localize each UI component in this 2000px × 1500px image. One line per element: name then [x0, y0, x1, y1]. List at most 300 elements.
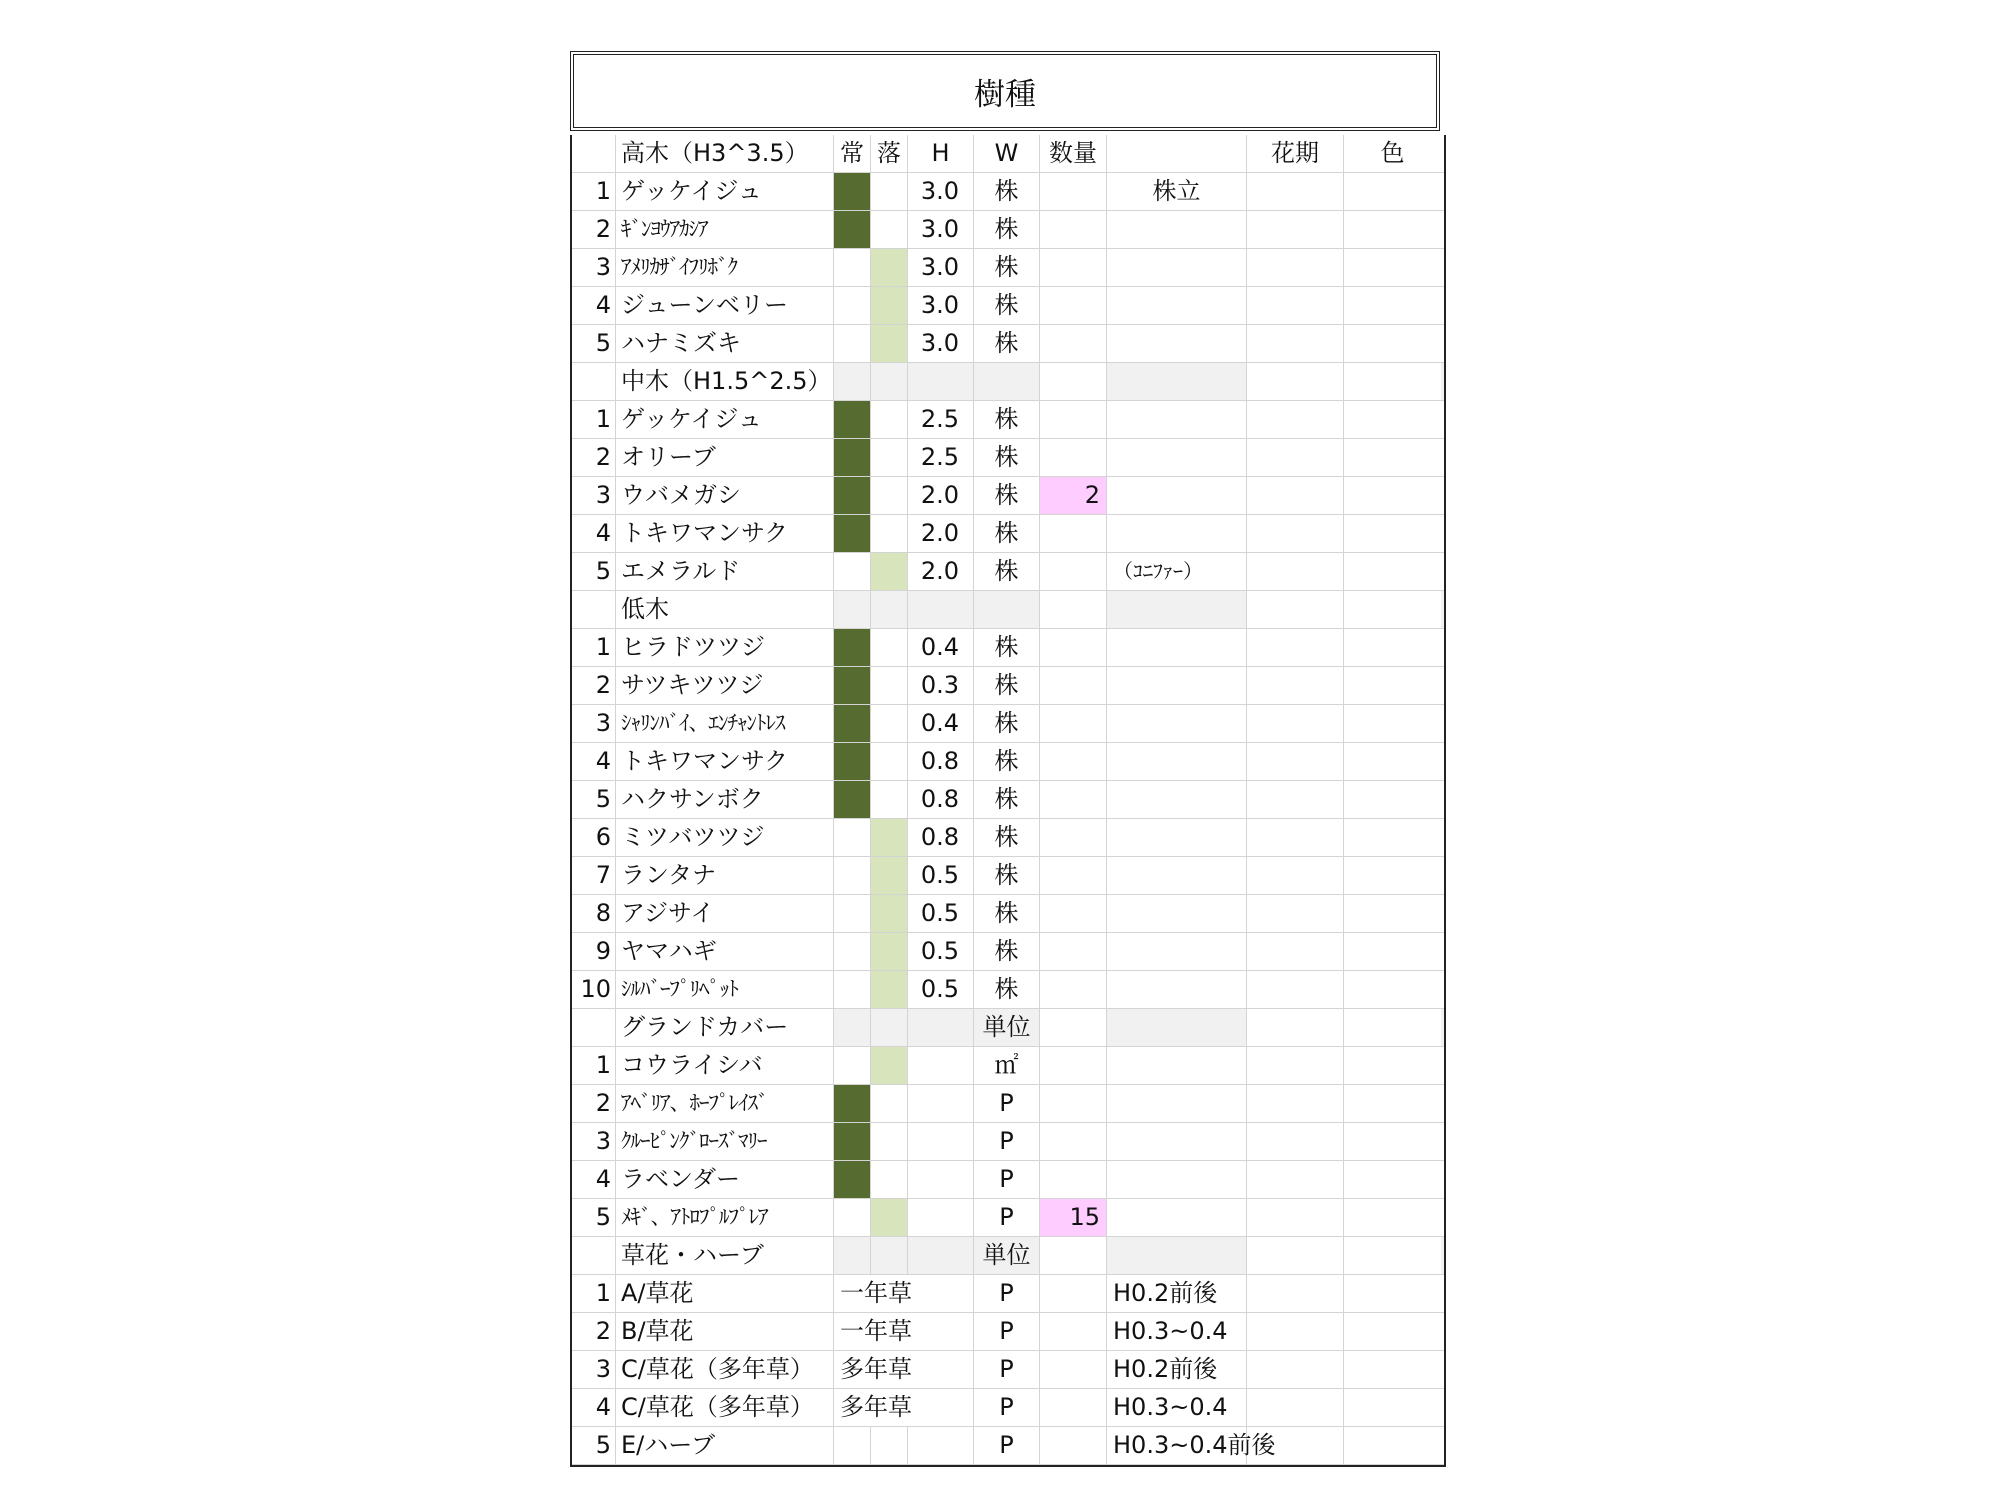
section-evergreen — [834, 591, 871, 628]
deciduous-cell — [871, 895, 908, 932]
note-value — [1107, 933, 1247, 970]
plant-name: ゲッケイジュ — [616, 173, 834, 210]
section-unit-label — [974, 591, 1040, 628]
height-value: 3.0 — [908, 325, 974, 362]
deciduous-cell — [871, 705, 908, 742]
unit-value: 株 — [974, 401, 1040, 438]
evergreen-cell — [834, 515, 871, 552]
evergreen-cell — [834, 249, 871, 286]
unit-value: 株 — [974, 971, 1040, 1008]
row-number: 3 — [572, 249, 616, 286]
quantity-value — [1040, 933, 1107, 970]
section-label: グランドカバー — [616, 1009, 834, 1046]
unit-value: 株 — [974, 287, 1040, 324]
deciduous-cell — [871, 249, 908, 286]
unit-value: 株 — [974, 439, 1040, 476]
note-value — [1107, 667, 1247, 704]
row-number: 3 — [572, 1351, 616, 1388]
row-number: 1 — [572, 1275, 616, 1312]
deciduous-cell — [871, 971, 908, 1008]
row-number: 4 — [572, 1161, 616, 1198]
table-row — [572, 325, 1444, 363]
row-number: 1 — [572, 173, 616, 210]
color-value — [1344, 629, 1441, 666]
plant-name: ｱﾒﾘｶｻﾞｲﾌﾘﾎﾞｸ — [616, 249, 834, 286]
plant-name: C/草花（多年草） — [616, 1351, 834, 1388]
plant-name: ゲッケイジュ — [616, 401, 834, 438]
color-value — [1344, 477, 1441, 514]
unit-value: P — [974, 1275, 1040, 1312]
section-row — [572, 591, 1444, 629]
section-unit-label: 単位 — [974, 1009, 1040, 1046]
plant-name: ﾒｷﾞ、ｱﾄﾛﾌﾟﾙﾌﾟﾚｱ — [616, 1199, 834, 1236]
section-label: 草花・ハーブ — [616, 1237, 834, 1274]
unit-value: P — [974, 1313, 1040, 1350]
note-value — [1107, 515, 1247, 552]
note-value — [1107, 1161, 1247, 1198]
note-value — [1107, 477, 1247, 514]
table-body — [572, 173, 1444, 1465]
note-value — [1107, 1047, 1247, 1084]
note-value — [1107, 971, 1247, 1008]
quantity-value — [1040, 515, 1107, 552]
table-row — [572, 1085, 1444, 1123]
evergreen-cell — [834, 477, 871, 514]
height-value: 0.8 — [908, 781, 974, 818]
evergreen-cell — [834, 1161, 871, 1198]
note-value — [1107, 857, 1247, 894]
bloom-value — [1247, 667, 1344, 704]
evergreen-cell — [834, 781, 871, 818]
row-number: 3 — [572, 477, 616, 514]
section-deciduous — [871, 363, 908, 400]
table-row — [572, 1313, 1444, 1351]
bloom-value — [1247, 1161, 1344, 1198]
color-value — [1344, 1085, 1441, 1122]
unit-value: 株 — [974, 667, 1040, 704]
deciduous-cell — [871, 211, 908, 248]
table-row — [572, 211, 1444, 249]
title-box — [570, 51, 1440, 131]
quantity-value — [1040, 1161, 1107, 1198]
row-number: 2 — [572, 667, 616, 704]
table-row — [572, 1389, 1444, 1427]
quantity-value — [1040, 1275, 1107, 1312]
evergreen-cell — [834, 553, 871, 590]
table-row — [572, 857, 1444, 895]
unit-value: 株 — [974, 325, 1040, 362]
table-row — [572, 705, 1444, 743]
unit-value: ㎡ — [974, 1047, 1040, 1084]
row-number: 5 — [572, 553, 616, 590]
height-value — [908, 1123, 974, 1160]
bloom-value — [1247, 971, 1344, 1008]
quantity-value: 2 — [1040, 477, 1107, 514]
color-value — [1344, 515, 1441, 552]
note-value — [1107, 819, 1247, 856]
deciduous-cell — [871, 287, 908, 324]
bloom-value — [1247, 287, 1344, 324]
header-height: H — [908, 135, 974, 172]
plant-name: ｼﾙﾊﾞｰﾌﾟﾘﾍﾟｯﾄ — [616, 971, 834, 1008]
row-number: 5 — [572, 1427, 616, 1464]
section-evergreen — [834, 1009, 871, 1046]
bloom-value — [1247, 553, 1344, 590]
deciduous-cell — [871, 1123, 908, 1160]
quantity-value — [1040, 1313, 1107, 1350]
height-value — [908, 1085, 974, 1122]
height-value: 0.3 — [908, 667, 974, 704]
height-value: 0.5 — [908, 971, 974, 1008]
deciduous-cell — [871, 477, 908, 514]
bloom-value — [1247, 857, 1344, 894]
plant-name: サツキツツジ — [616, 667, 834, 704]
evergreen-cell — [834, 895, 871, 932]
section-quantity — [1040, 1237, 1107, 1274]
note-value: 株立 — [1107, 173, 1247, 210]
color-value — [1344, 1313, 1441, 1350]
deciduous-cell — [871, 325, 908, 362]
plant-name: ランタナ — [616, 857, 834, 894]
bloom-value — [1247, 1199, 1344, 1236]
evergreen-cell — [834, 1199, 871, 1236]
table-row — [572, 477, 1444, 515]
bloom-value — [1247, 705, 1344, 742]
deciduous-cell — [871, 173, 908, 210]
section-unit-label: 単位 — [974, 1237, 1040, 1274]
header-section-label: 高木（H3^3.5） — [616, 135, 834, 172]
plant-name: ヤマハギ — [616, 933, 834, 970]
plant-name: A/草花 — [616, 1275, 834, 1312]
section-num — [572, 591, 616, 628]
color-value — [1344, 249, 1441, 286]
height-value: 2.0 — [908, 553, 974, 590]
bloom-value — [1247, 1313, 1344, 1350]
plant-name: エメラルド — [616, 553, 834, 590]
plant-type-text: 一年草 — [834, 1313, 974, 1350]
height-value: 0.8 — [908, 743, 974, 780]
deciduous-cell — [871, 629, 908, 666]
bloom-value — [1247, 173, 1344, 210]
color-value — [1344, 1161, 1441, 1198]
deciduous-cell — [871, 553, 908, 590]
header-num — [572, 135, 616, 172]
height-value: 2.0 — [908, 477, 974, 514]
row-number: 2 — [572, 211, 616, 248]
deciduous-cell — [871, 1085, 908, 1122]
section-unit-label — [974, 363, 1040, 400]
color-value — [1344, 211, 1441, 248]
color-value — [1344, 287, 1441, 324]
evergreen-cell — [834, 1047, 871, 1084]
plant-name: E/ハーブ — [616, 1427, 834, 1464]
plant-name: ジューンベリー — [616, 287, 834, 324]
note-value — [1107, 895, 1247, 932]
plant-name: ハクサンボク — [616, 781, 834, 818]
plant-name: ｱﾍﾞﾘｱ、ﾎｰﾌﾟﾚｲｽﾞ — [616, 1085, 834, 1122]
evergreen-cell — [834, 819, 871, 856]
color-value — [1344, 705, 1441, 742]
height-value: 0.5 — [908, 933, 974, 970]
row-number: 4 — [572, 515, 616, 552]
unit-value: 株 — [974, 895, 1040, 932]
table-row — [572, 1047, 1444, 1085]
row-number: 6 — [572, 819, 616, 856]
color-value — [1344, 553, 1441, 590]
unit-value: P — [974, 1351, 1040, 1388]
deciduous-cell — [871, 401, 908, 438]
table-row — [572, 439, 1444, 477]
color-value — [1344, 819, 1441, 856]
quantity-value — [1040, 173, 1107, 210]
section-num — [572, 363, 616, 400]
table-row — [572, 287, 1444, 325]
section-quantity — [1040, 1009, 1107, 1046]
section-height — [908, 1237, 974, 1274]
plant-name: C/草花（多年草） — [616, 1389, 834, 1426]
bloom-value — [1247, 1085, 1344, 1122]
note-value: H0.3~0.4前後 — [1107, 1427, 1247, 1464]
unit-value: P — [974, 1085, 1040, 1122]
note-value: H0.3~0.4 — [1107, 1389, 1247, 1426]
color-value — [1344, 1275, 1441, 1312]
section-bloom — [1247, 591, 1344, 628]
plant-name: オリーブ — [616, 439, 834, 476]
section-note — [1107, 1237, 1247, 1274]
quantity-value — [1040, 781, 1107, 818]
color-value — [1344, 743, 1441, 780]
quantity-value — [1040, 211, 1107, 248]
note-value — [1107, 705, 1247, 742]
quantity-value — [1040, 1047, 1107, 1084]
note-value — [1107, 287, 1247, 324]
bloom-value — [1247, 477, 1344, 514]
color-value — [1344, 439, 1441, 476]
color-value — [1344, 1351, 1441, 1388]
table-row — [572, 895, 1444, 933]
section-color — [1344, 1237, 1441, 1274]
evergreen-cell — [834, 1123, 871, 1160]
quantity-value — [1040, 667, 1107, 704]
quantity-value — [1040, 553, 1107, 590]
unit-value: P — [974, 1389, 1040, 1426]
row-number: 9 — [572, 933, 616, 970]
sheet-title: 樹種 — [974, 76, 1036, 113]
quantity-value — [1040, 1427, 1107, 1464]
evergreen-cell — [834, 401, 871, 438]
height-value: 0.5 — [908, 895, 974, 932]
unit-value: 株 — [974, 211, 1040, 248]
evergreen-cell — [834, 211, 871, 248]
quantity-value — [1040, 857, 1107, 894]
section-note — [1107, 591, 1247, 628]
deciduous-cell — [871, 667, 908, 704]
header-quantity: 数量 — [1040, 135, 1107, 172]
height-value: 0.8 — [908, 819, 974, 856]
table-row — [572, 1123, 1444, 1161]
header-color: 色 — [1380, 139, 1405, 167]
plant-name: トキワマンサク — [616, 743, 834, 780]
height-value: 0.4 — [908, 705, 974, 742]
section-evergreen — [834, 363, 871, 400]
tree-table — [570, 135, 1446, 1467]
section-height — [908, 1009, 974, 1046]
row-number: 3 — [572, 705, 616, 742]
unit-value: 株 — [974, 819, 1040, 856]
bloom-value — [1247, 1047, 1344, 1084]
header-deciduous: 落 — [871, 135, 908, 172]
section-quantity — [1040, 363, 1107, 400]
plant-name: B/草花 — [616, 1313, 834, 1350]
table-row — [572, 819, 1444, 857]
row-number: 5 — [572, 1199, 616, 1236]
bloom-value — [1247, 819, 1344, 856]
note-value — [1107, 439, 1247, 476]
section-bloom — [1247, 1237, 1344, 1274]
row-number: 1 — [572, 629, 616, 666]
bloom-value — [1247, 1427, 1344, 1464]
table-row — [572, 933, 1444, 971]
color-value — [1344, 1047, 1441, 1084]
height-value: 0.5 — [908, 857, 974, 894]
row-number: 4 — [572, 287, 616, 324]
bloom-value — [1247, 249, 1344, 286]
section-label: 中木（H1.5^2.5） — [616, 363, 834, 400]
section-color — [1344, 363, 1441, 400]
height-value: 3.0 — [908, 173, 974, 210]
plant-name: トキワマンサク — [616, 515, 834, 552]
plant-name: ｷﾞﾝﾖｳｱｶｼｱ — [616, 211, 834, 248]
note-value — [1107, 1199, 1247, 1236]
row-number: 2 — [572, 1085, 616, 1122]
row-number: 10 — [572, 971, 616, 1008]
deciduous-cell — [871, 1047, 908, 1084]
section-row — [572, 1009, 1444, 1047]
note-value: H0.2前後 — [1107, 1351, 1247, 1388]
unit-value: 株 — [974, 477, 1040, 514]
quantity-value — [1040, 819, 1107, 856]
bloom-value — [1247, 325, 1344, 362]
note-value — [1107, 325, 1247, 362]
color-value — [1344, 173, 1441, 210]
unit-value: 株 — [974, 857, 1040, 894]
quantity-value — [1040, 439, 1107, 476]
plant-name: アジサイ — [616, 895, 834, 932]
section-note — [1107, 363, 1247, 400]
color-value — [1344, 667, 1441, 704]
plant-type-text: 多年草 — [834, 1351, 974, 1388]
unit-value: 株 — [974, 781, 1040, 818]
deciduous-cell — [871, 857, 908, 894]
evergreen-cell — [834, 1085, 871, 1122]
unit-value: 株 — [974, 933, 1040, 970]
unit-value: P — [974, 1161, 1040, 1198]
note-value: H0.3~0.4 — [1107, 1313, 1247, 1350]
color-value — [1344, 1199, 1441, 1236]
evergreen-cell — [834, 743, 871, 780]
height-value: 2.5 — [908, 439, 974, 476]
height-value — [908, 1161, 974, 1198]
bloom-value — [1247, 211, 1344, 248]
table-row — [572, 743, 1444, 781]
section-note — [1107, 1009, 1247, 1046]
unit-value: 株 — [974, 629, 1040, 666]
evergreen-cell — [834, 325, 871, 362]
unit-value: 株 — [974, 743, 1040, 780]
planting-schedule-sheet — [570, 51, 1446, 1457]
deciduous-cell — [871, 819, 908, 856]
note-value: H0.2前後 — [1107, 1275, 1247, 1312]
note-value: （ｺﾆﾌｧｰ） — [1107, 553, 1247, 590]
plant-name: ヒラドツツジ — [616, 629, 834, 666]
color-value — [1344, 895, 1441, 932]
note-value — [1107, 629, 1247, 666]
quantity-value — [1040, 1123, 1107, 1160]
section-num — [572, 1237, 616, 1274]
table-row — [572, 971, 1444, 1009]
color-value — [1344, 781, 1441, 818]
unit-value: P — [974, 1199, 1040, 1236]
section-deciduous — [871, 1009, 908, 1046]
note-value — [1107, 211, 1247, 248]
header-bloom: 花期 — [1247, 135, 1344, 172]
note-value — [1107, 743, 1247, 780]
quantity-value — [1040, 705, 1107, 742]
table-row — [572, 667, 1444, 705]
height-value: 0.4 — [908, 629, 974, 666]
row-number: 4 — [572, 1389, 616, 1426]
evergreen-cell — [834, 287, 871, 324]
height-value: 3.0 — [908, 287, 974, 324]
bloom-value — [1247, 401, 1344, 438]
plant-name: ハナミズキ — [616, 325, 834, 362]
evergreen-cell — [834, 173, 871, 210]
quantity-value — [1040, 1351, 1107, 1388]
bloom-value — [1247, 1351, 1344, 1388]
row-number: 1 — [572, 401, 616, 438]
bloom-value — [1247, 1275, 1344, 1312]
section-quantity — [1040, 591, 1107, 628]
note-value — [1107, 249, 1247, 286]
quantity-value — [1040, 1085, 1107, 1122]
section-bloom — [1247, 363, 1344, 400]
section-bloom — [1247, 1009, 1344, 1046]
height-value — [908, 1047, 974, 1084]
note-value — [1107, 1123, 1247, 1160]
color-value — [1344, 1123, 1441, 1160]
table-row — [572, 781, 1444, 819]
section-evergreen — [834, 1237, 871, 1274]
section-row — [572, 363, 1444, 401]
bloom-value — [1247, 743, 1344, 780]
row-number: 5 — [572, 781, 616, 818]
note-value — [1107, 781, 1247, 818]
plant-name: ラベンダー — [616, 1161, 834, 1198]
deciduous-cell — [871, 933, 908, 970]
color-value — [1344, 857, 1441, 894]
unit-value: P — [974, 1427, 1040, 1464]
color-value — [1344, 1427, 1441, 1464]
quantity-value: 15 — [1040, 1199, 1107, 1236]
section-row — [572, 1237, 1444, 1275]
quantity-value — [1040, 895, 1107, 932]
unit-value: 株 — [974, 173, 1040, 210]
table-row — [572, 515, 1444, 553]
table-row — [572, 1427, 1444, 1465]
header-row — [572, 135, 1444, 173]
evergreen-cell — [834, 1427, 871, 1464]
plant-name: ウバメガシ — [616, 477, 834, 514]
